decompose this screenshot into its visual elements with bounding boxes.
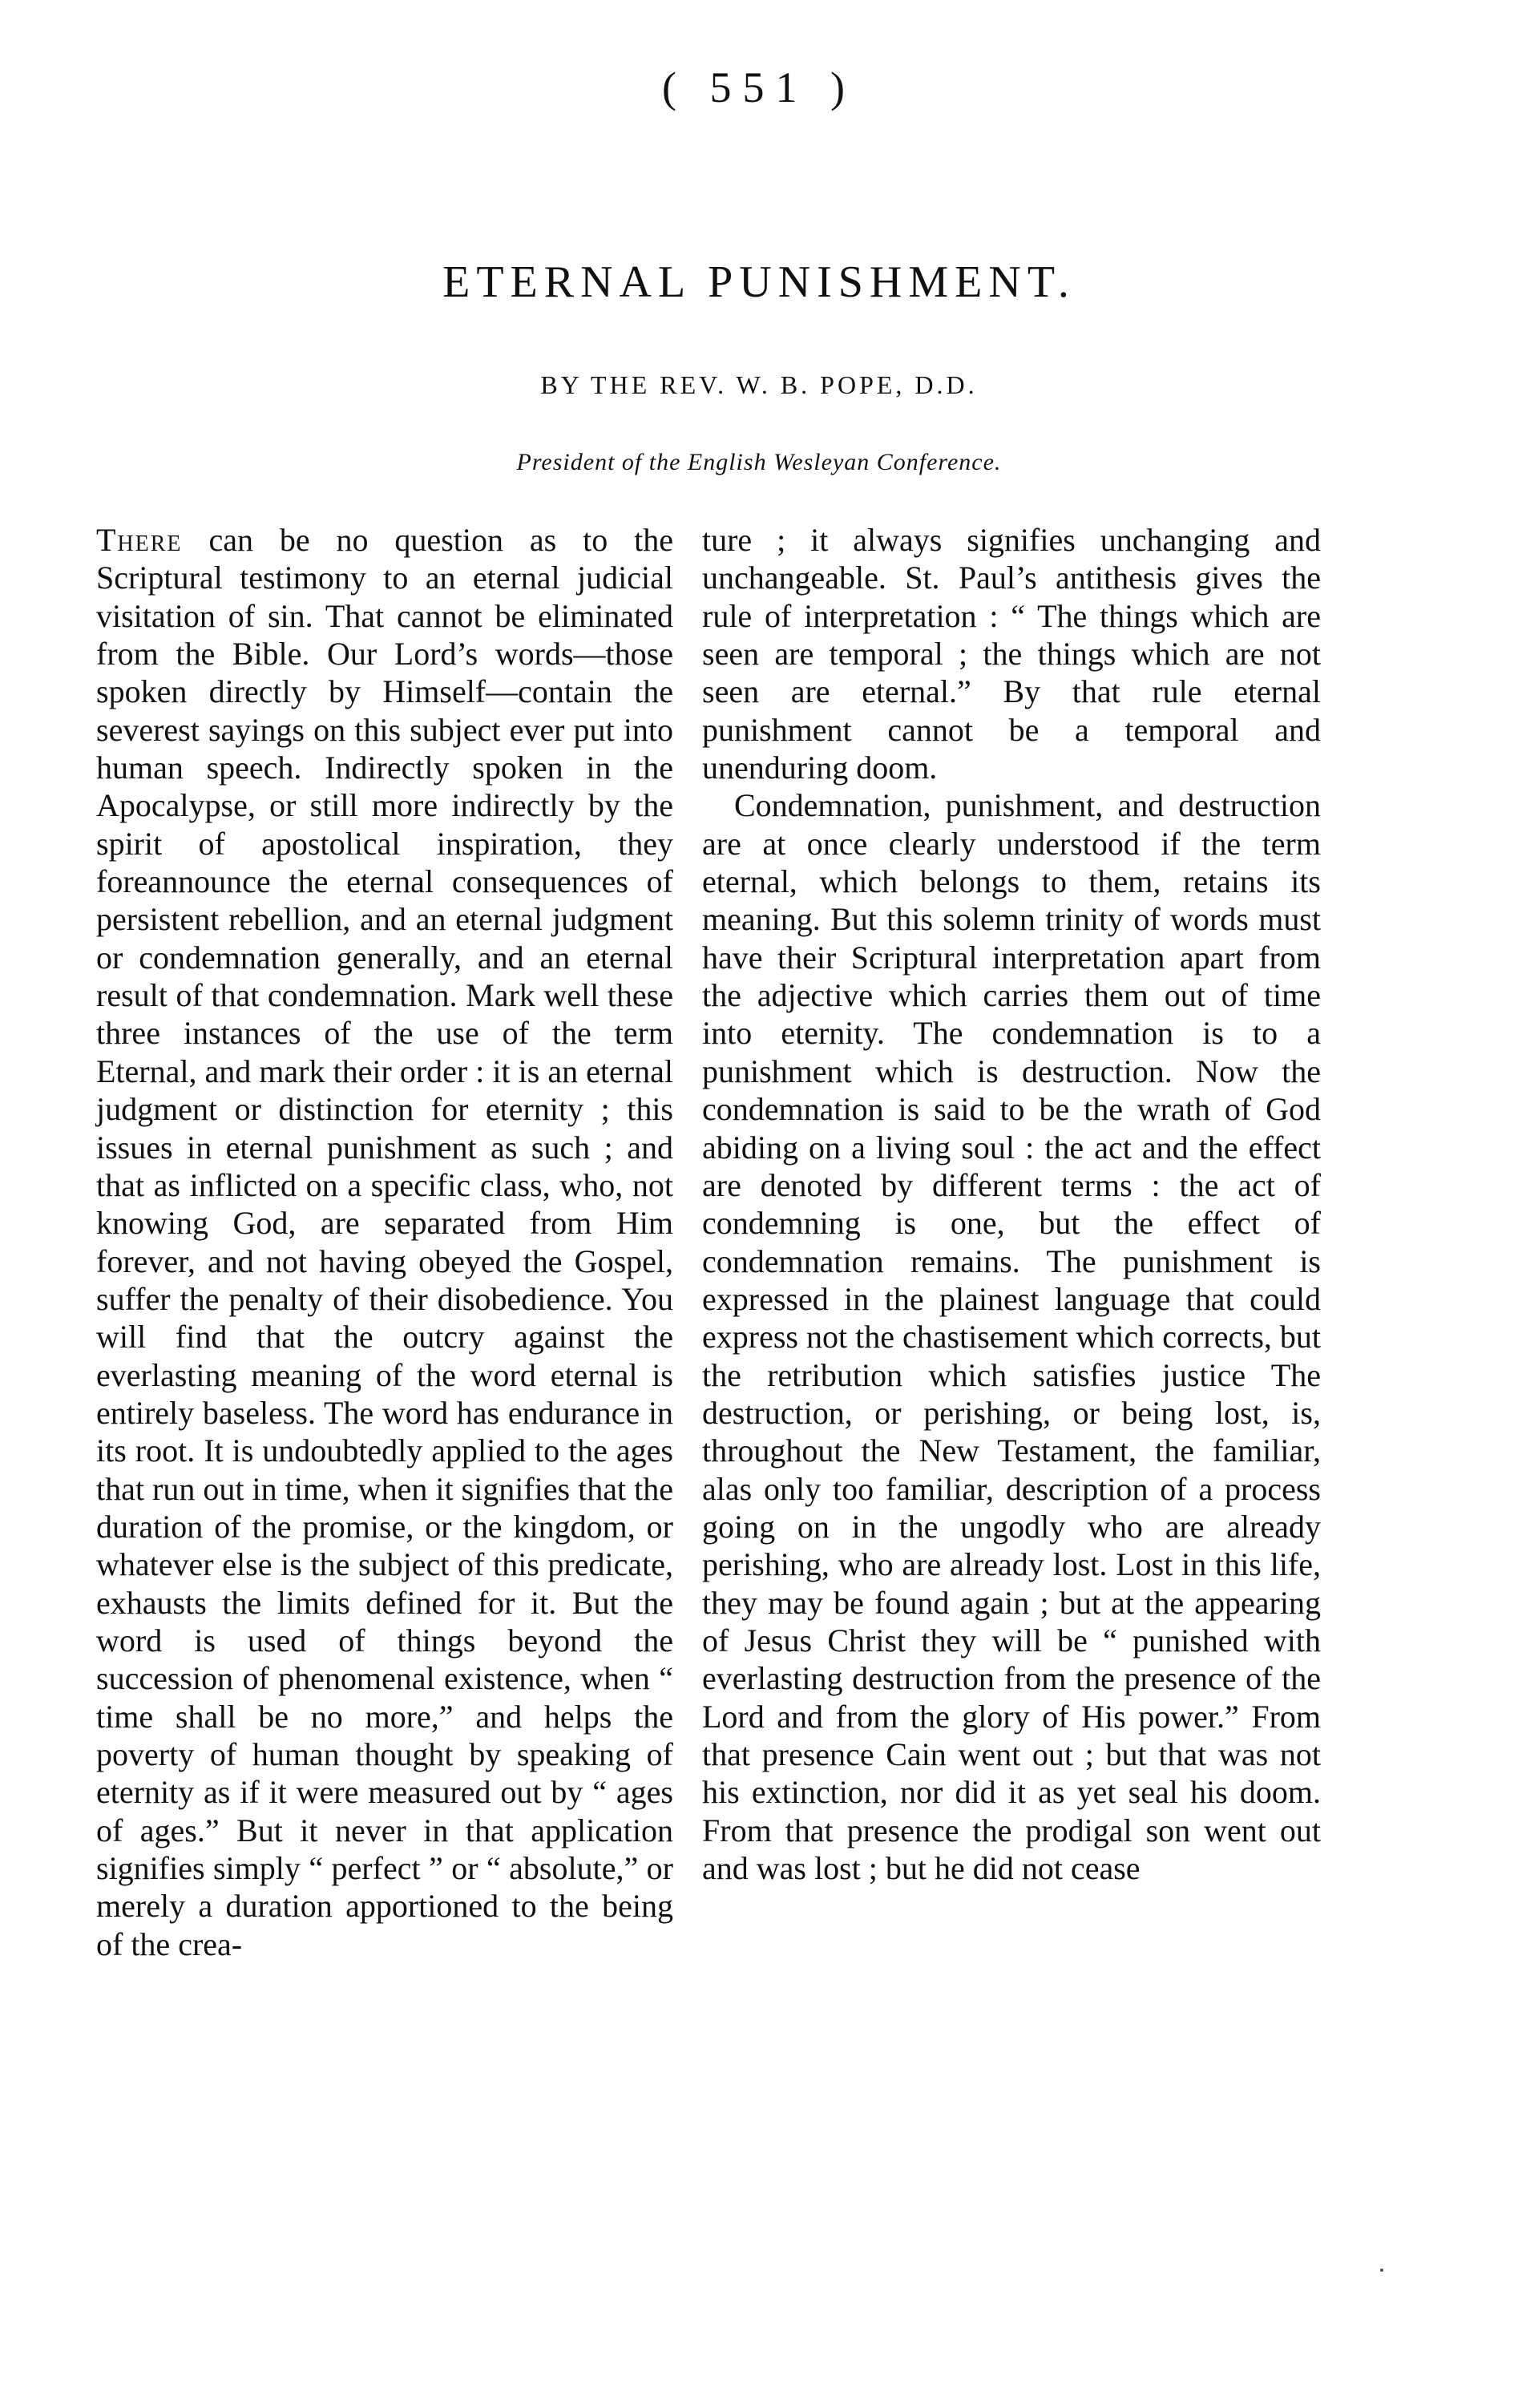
left-column-text: can be no question as to the Scriptural testimony to an eternal judicial visitation of sin. That cannot be eliminated from the Bible. Our Lord’s words—those spoken directly by Himself—contain the severest sayings on this subject ever put into human speech. Indirectly spoken in the Apocalypse, or still more indirectly by the spirit of apostolical inspiration, they foreannounce the eternal consequences of persistent rebellion, and an eternal judgment or condemnation generally, and an eternal result of that condemnation. Mark well these three instances of the use of the term Eternal, and mark their order : it is an eternal judgment or distinction for eternity ; this issues in eternal punishment as such ; and that as inflicted on a specific class, who, not knowing God, are separated from Him forever, and not having obeyed the Gospel, suffer the penalty of their disobedience. You will find that the outcry against the everlasting meaning of the word eternal is entirely baseless. The word has endurance in its root. It is undoubtedly applied to the ages that run out in time, when it signifies that the duration of the promise, or the kingdom, or whatever else is the subject of this predicate, exhausts the limits defined for it. But the word is used of things beyond the succession of phenomenal existence, when “ time shall be no more,” and helps the poverty of human thought by speaking of eternity as if it were measured out by “ ages of ages.” But it never in that application signifies simply “ perfect ” or “ absolute,” or merely a duration apportioned to the being of the crea- (96, 522, 673, 1962)
right-column (702, 521, 1321, 1887)
left-column (96, 521, 673, 1963)
lead-word: There (96, 522, 183, 558)
author-byline: BY THE REV. W. B. POPE, D.D. (540, 370, 978, 399)
page-number: ( 551 ) (662, 63, 856, 111)
right-column-paragraph-2: Condemnation, punishment, and destruction are at once clearly understood if the term eternal, which belongs to them, retains its meaning. But this solemn trinity of words must have their Scriptural interpretation apart from the adjective which carries them out of time into eternity. The condemnation is to a punishment which is destruction. Now the condemnation is said to be the wrath of God abiding on a living soul : the act and the effect are denoted by different terms : the act of condemning is one, but the effect of condemnation remains. The punishment is expressed in the plainest language that could express not the chastisement which corrects, but the retribution which satisfies justice The destruction, or perishing, or being lost, is, throughout the New Testament, the familiar, alas only too familiar, description of a process going on in the ungodly who are already perishing, who are already lost. Lost in this life, they may be found again ; but at the appearing of Jesus Christ they will be “ punished with everlasting destruction from the presence of the Lord and from the glory of His power.” From that presence Cain went out ; but that was not his extinction, nor did it as yet seal his doom. From that presence the prodigal son went out and was lost ; but he did not cease (702, 787, 1321, 1887)
author-affiliation: President of the English Wesleyan Conference. (516, 449, 1002, 475)
print-speck (1380, 2269, 1383, 2272)
left-column-paragraph (96, 521, 673, 1963)
right-column-paragraph-1: ture ; it always signifies unchanging and unchangeable. St. Paul’s antithesis gives the rule of interpretation : “ The things which are seen are temporal ; the things which are not seen are eternal.” By that rule eternal punishment cannot be a temporal and unenduring doom. (702, 522, 1321, 786)
article-title: ETERNAL PUNISHMENT. (442, 257, 1076, 307)
